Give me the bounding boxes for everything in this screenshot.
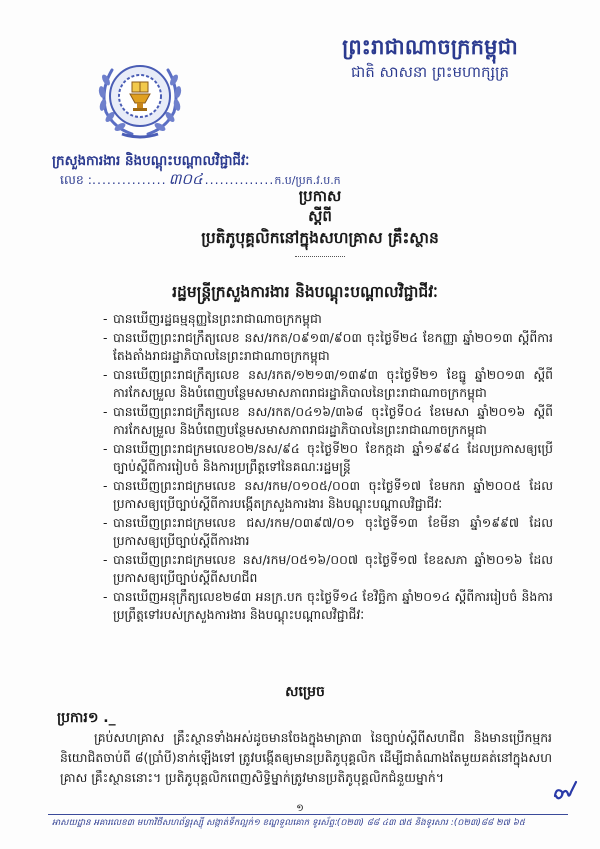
document-title (120, 186, 520, 258)
minister-heading: រដ្ឋមន្ត្រីក្រសួងការងារ និងបណ្តុះបណ្តាលវិជ្ជាជីវៈ (172, 283, 438, 301)
decision-heading: សម្រេច (285, 684, 325, 700)
list-item: - បានឃើញព្រះរាជក្រឹត្យលេខ នស/រកត/០៤១៦/៣៦៨ ចុះថ្ងៃទី០៤ ខែមេសា ឆ្នាំ២០១៦ ស្តីពីការកែសម្រួល និងបំពេញបន្ថែមសមាសភាពរាជរដ្ឋាភិបាលនៃព្រះរាជាណាចក្រកម្ពុជា (103, 403, 553, 440)
kingdom-name: ព្រះរាជាណាចក្រកម្ពុជា (342, 35, 518, 59)
ref-dots: .............. (204, 172, 275, 187)
ref-number: ៣០៤ (168, 170, 203, 188)
list-item: - បានឃើញព្រះរាជក្រមលេខ ជស/រកម/០៣៩៧/០១ ចុះថ្ងៃទី១៣ ខែមីនា ឆ្នាំ១៩៩៧ ដែលប្រកាសឲ្យប្រើច្បាប់ស្តីពីការងារ (103, 514, 553, 551)
footer-address: អាសយដ្ឋាន អគារលេខ៣ មហាវិថីសហព័ន្ធរុស្ស៊ី សង្កាត់ទឹកល្អក់១ ខណ្ឌទួលគោក ទូរស័ព្ទៈ(០២៣) ៨៨ ៤៣ ៧៥ និងទូរសារ :(០២៣)៨៨ ២៧ ៦៥ (52, 818, 526, 828)
page-number: ១ (296, 803, 304, 814)
article-body: គ្រប់សហគ្រាស គ្រឹះស្ថានទាំងអស់ដូចមានចែងក្នុងមាត្រា៣ នៃច្បាប់ស្តីពីសហជីព និងមានប្រើកម្មករនិយោជិតចាប់ពី ៨(ប្រាំបី)នាក់ឡើងទៅ ត្រូវបង្កើតឲ្យមានប្រតិភូបុគ្គលិក ដើម្បីជាតំណាងតែមួយគត់នៅក្នុងសហគ្រាស គ្រឹះស្ថាននោះ។ ប្រតិភូបុគ្គលិកពេញសិទ្ធិម្នាក់ត្រូវមានប្រតិភូបុគ្គលិកជំនួយម្នាក់។ (60, 730, 552, 785)
list-item: - បានឃើញព្រះរាជក្រមលេខ នស/រកម/០៥១៦/០០៧ ចុះថ្ងៃទី១៧ ខែឧសភា ឆ្នាំ២០១៦ ដែលប្រកាសឲ្យប្រើច្បាប់ស្តីពីសហជីព (103, 551, 553, 588)
ornament-divider (295, 256, 345, 258)
list-item: - បានឃើញព្រះរាជក្រមលេខ នស/រកម/០១០៥/០០៣ ចុះថ្ងៃទី១៧ ខែមករា ឆ្នាំ២០០៥ ដែលប្រកាសឲ្យប្រើច្បាប់ស្តីពីការបង្កើតក្រសួងការងារ និងបណ្តុះបណ្តាលវិជ្ជាជីវៈ (103, 477, 553, 514)
document-subject: ប្រតិភូបុគ្គលិកនៅក្នុងសហគ្រាស គ្រឹះស្ថាន (201, 229, 439, 247)
list-item: - បានឃើញព្រះរាជក្រឹត្យលេខ នស/រកត/០៩១៣/៩០៣ ចុះថ្ងៃទី២៤ ខែកញ្ញា ឆ្នាំ២០១៣ ស្តីពីការតែងតាំងរាជរដ្ឋាភិបាលនៃព្រះរាជាណាចក្រកម្ពុជា (103, 329, 553, 366)
ref-suffix: ក.ប/ប្រក.វ.ប.ក (274, 174, 341, 187)
list-item: - បានឃើញអនុក្រឹត្យលេខ២៨៣ អនក្រ.បក ចុះថ្ងៃទី១៤ ខែវិច្ឆិកា ឆ្នាំ២០១៤ ស្តីពីការរៀបចំ និងការប្រព្រឹត្តទៅរបស់ក្រសួងការងារ និងបណ្តុះបណ្តាលវិជ្ជាជីវៈ (103, 588, 553, 625)
list-item: - បានឃើញរដ្ឋធម្មនុញ្ញនៃព្រះរាជាណាចក្រកម្ពុជា (103, 310, 553, 329)
article-heading: ប្រការ១ ._ (57, 710, 116, 726)
considerations-list (103, 310, 553, 625)
title-about: ស្តីពី (308, 207, 332, 225)
ref-dots: ............... (92, 172, 167, 187)
ministry-emblem-icon (92, 50, 188, 140)
document-type: ប្រកាស (298, 187, 342, 205)
national-motto: ជាតិ សាសនា ព្រះមហាក្សត្រ (350, 63, 510, 81)
list-item: - បានឃើញព្រះរាជក្រមលេខ០២/នស/៩៤ ចុះថ្ងៃទី២០ ខែកក្កដា ឆ្នាំ១៩៩៤ ដែលប្រកាសឲ្យប្រើច្បាប់ស្តីពីការរៀបចំ និងការប្រព្រឹត្តទៅនៃគណៈរដ្ឋមន្ត្រី (103, 440, 553, 477)
initial-signature-icon (552, 780, 578, 802)
footer-divider (48, 814, 568, 815)
kingdom-header (280, 34, 580, 84)
ministry-name: ក្រសួងការងារ និងបណ្តុះបណ្តាលវិជ្ជាជីវៈ (52, 153, 250, 169)
ref-label: លេខ : (60, 172, 92, 187)
list-item: - បានឃើញព្រះរាជក្រឹត្យលេខ នស/រកត/១២១៣/១៣៩៣ ចុះថ្ងៃទី២១ ខែធ្នូ ឆ្នាំ២០១៣ ស្តីពីការកែសម្រួល និងបំពេញបន្ថែមសមាសភាពរាជរដ្ឋាភិបាលនៃព្រះរាជាណាចក្រកម្ពុជា (103, 366, 553, 403)
